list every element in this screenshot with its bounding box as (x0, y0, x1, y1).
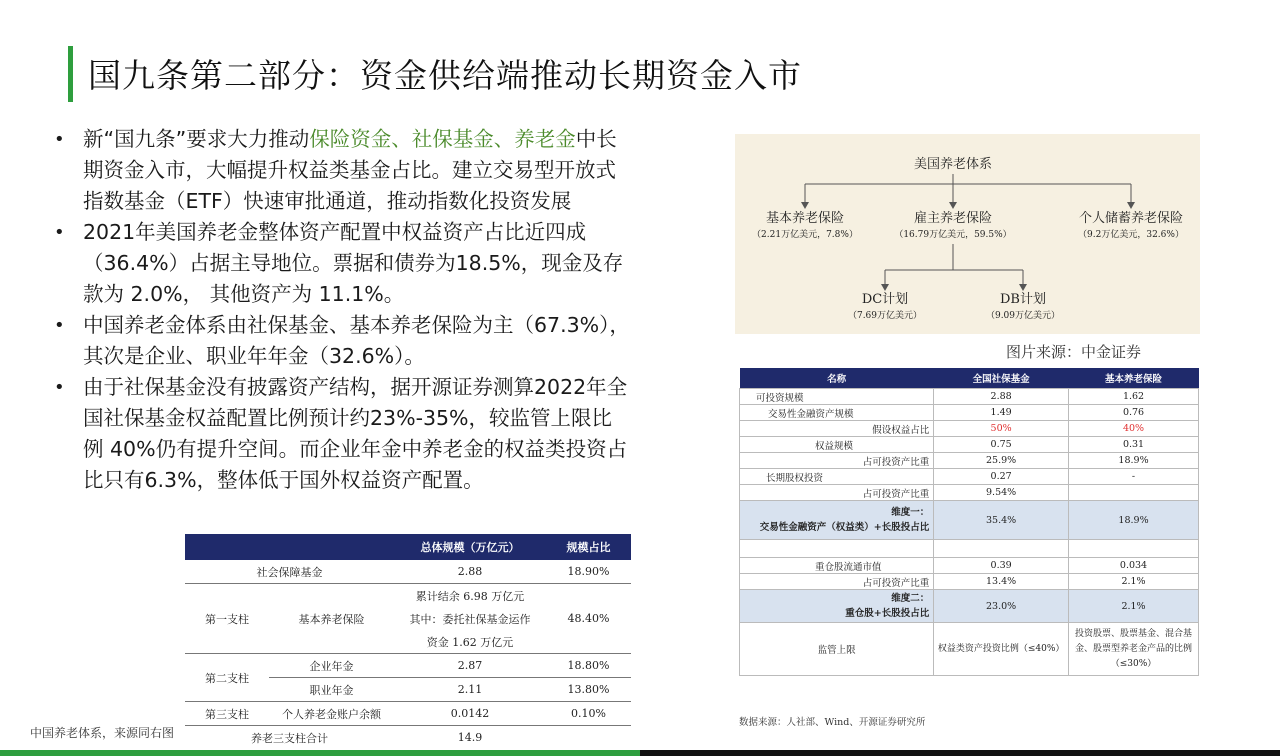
dimension-two-row: 维度二： 重仓股+长股投占比 23.0% 2.1% (740, 590, 1199, 623)
table-row: 重仓股流通市值 0.39 0.034 (740, 558, 1199, 574)
bullet-list (50, 124, 630, 496)
svg-text:（2.21万亿美元，7.8%）: （2.21万亿美元，7.8%） (752, 230, 858, 240)
table-row: 第二支柱 企业年金 2.87 18.80% (185, 654, 631, 678)
data-source: 数据来源：人社部、Wind、开源证券研究所 (739, 717, 926, 728)
bullet-item: • 由于社保基金没有披露资产结构，据开源证券测算2022年全国社保基金权益配置比例预计约23%-35%，较监管上限比例 40%仍有提升空间。而企业年金中养老金的权益类投资占比只有6.3%，整体低于国外权益资产配置。 (50, 372, 630, 496)
svg-text:（9.09万亿美元）: （9.09万亿美元） (985, 311, 1061, 321)
footnote: 中国养老体系，来源同右图 (30, 726, 175, 740)
table-row: 假设权益占比 50% 40% (740, 421, 1199, 437)
diagram-svg (735, 134, 1200, 334)
table-row: 权益规模 0.75 0.31 (740, 437, 1199, 453)
table-row: 养老三支柱合计 14.9 (251, 731, 483, 745)
highlight-text: 保险资金、社保基金、养老金 (309, 127, 576, 151)
bullet-item: • 中国养老金体系由社保基金、基本养老保险为主（67.3%），其次是企业、职业年年金（32.6%）。 (50, 310, 630, 372)
table-row: 第三支柱 个人养老金账户余额 0.0142 0.10% (185, 702, 631, 726)
header-pct: 规模占比 (546, 534, 631, 560)
table-row: 占可投资产比重 25.9% 18.9% (740, 453, 1199, 469)
spacer-row (740, 540, 1199, 558)
footer-bar-black (640, 750, 1280, 756)
table-row: 社会保障基金 2.88 18.90% (185, 560, 631, 584)
image-caption: 图片来源：中金证券 (1006, 343, 1142, 361)
equity-ratio-table: 名称 全国社保基金 基本养老保险 可投资规模 2.88 1.62 交易性金融资产规模 1.49 0.76 假设权益占比 50% 40% 权益规模 0.75 0.31 占可投资产比重 25.9% 18.9% 长期股权投资 0.27 - 占可投资产比重 9.54% 维度一： 交易性金融资产（权益类）+长股投占比 35.4% 18.9% 重仓股流通市值 0.39 0.034 占可投资产比重 13.4% 2.1% 维度二： 重仓股+长股投占比 23.0% 2.1% 监管上限 权益类资产投资比例（≤40%） 投资股票、股票基金、混合基金、股票型养老金产品的比例（≤30%） (739, 368, 1199, 676)
dimension-one-row: 维度一： 交易性金融资产（权益类）+长股投占比 35.4% 18.9% (740, 501, 1199, 540)
table-row: 占可投资产比重 13.4% 2.1% (740, 574, 1199, 590)
svg-text:（16.79万亿美元，59.5%）: （16.79万亿美元，59.5%） (894, 230, 1012, 240)
page-title: 国九条第二部分：资金供给端推动长期资金入市 (88, 56, 802, 95)
svg-text:（7.69万亿美元）: （7.69万亿美元） (847, 311, 923, 321)
footer-bar-green (0, 750, 640, 756)
header-scale: 总体规模（万亿元） (394, 534, 546, 560)
node-dc-plan: DC计划 (861, 292, 909, 307)
table-row: 交易性金融资产规模 1.49 0.76 (740, 405, 1199, 421)
table-row: 长期股权投资 0.27 - (740, 469, 1199, 485)
svg-text:（9.2万亿美元，32.6%）: （9.2万亿美元，32.6%） (1078, 230, 1184, 240)
table-row: 占可投资产比重 9.54% (740, 485, 1199, 501)
node-employer-pension: 雇主养老保险 (913, 211, 993, 226)
china-pension-table: 总体规模（万亿元） 规模占比 社会保障基金 2.88 18.90% 第一支柱 基本养老保险 累计结余 6.98 万亿元 48.40% 其中：委托社保基金运作 资金 1.62 万亿元 第二支柱 企业年金 2.87 18.80% 职业年金 2.11 13.80% 第三支柱 个人养老金账户余额 0.0142 0.10% 养老三支柱合计 14.9 (185, 534, 631, 749)
regulatory-cap-row: 监管上限 权益类资产投资比例（≤40%） 投资股票、股票基金、混合基金、股票型养老金产品的比例（≤30%） (740, 623, 1199, 676)
bullet-item: • 2021年美国养老金整体资产配置中权益资产占比近四成（36.4%）占据主导地位。票据和债券为18.5%，现金及存款为 2.0%， 其他资产为 11.1%。 (50, 217, 630, 310)
title-accent-bar (68, 46, 73, 102)
node-db-plan: DB计划 (1000, 292, 1046, 307)
node-basic-pension: 基本养老保险 (765, 211, 845, 226)
table-row: 可投资规模 2.88 1.62 (740, 389, 1199, 405)
node-personal-savings: 个人储蓄养老保险 (1078, 211, 1184, 226)
us-pension-diagram (735, 134, 1200, 334)
table-row: 第一支柱 基本养老保险 累计结余 6.98 万亿元 48.40% (185, 584, 631, 608)
table-row: 职业年金 2.11 13.80% (185, 678, 631, 702)
bullet-item: • 新“国九条”要求大力推动保险资金、社保基金、养老金中长期资金入市，大幅提升权益类基金占比。建立交易型开放式指数基金（ETF）快速审批通道，推动指数化投资发展 (50, 124, 630, 217)
diagram-root: 美国养老体系 (913, 157, 993, 172)
